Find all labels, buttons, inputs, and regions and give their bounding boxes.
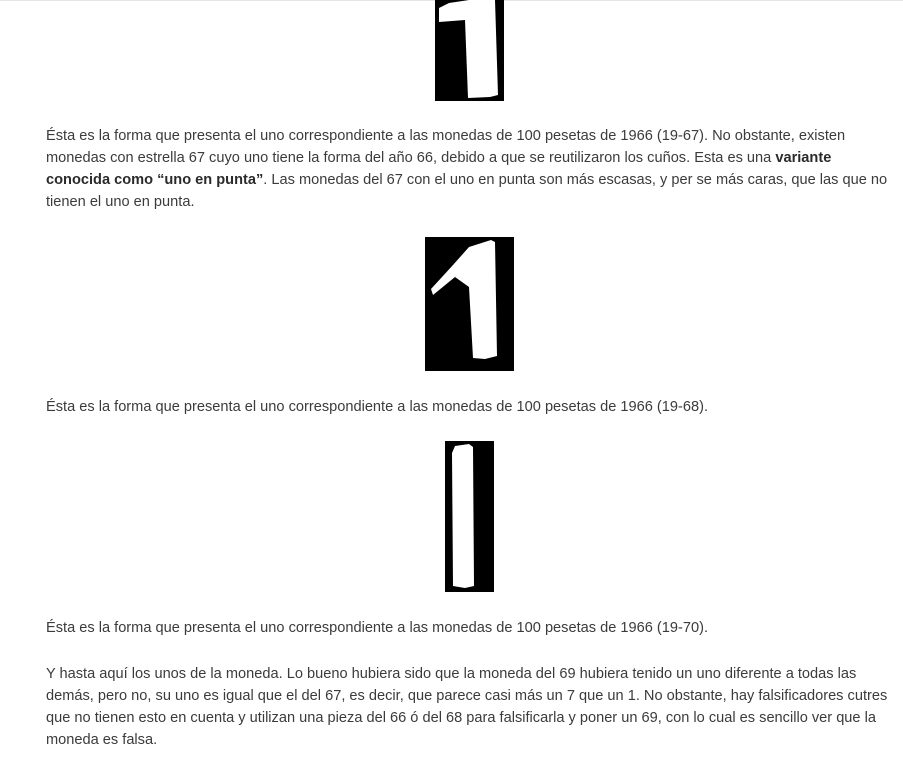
paragraph-1967-text-end: . Las monedas del 67 con el uno en punta son más escasas, y per se más caras, que las que no tienen el uno en punta. [46, 172, 888, 210]
paragraph-1967-text: Ésta es la forma que presenta el uno correspondiente a las monedas de 100 pesetas de 1966 (19-67). No obstante, existen monedas con estrella 67 cuyo uno tiene la forma del año 66, debido a que se reutilizaron los cuños. Esta es una [46, 128, 846, 166]
numeral-one-pointed-icon [425, 237, 514, 371]
paragraph-1968: Ésta es la forma que presenta el uno correspondiente a las monedas de 100 pesetas de 1966 (19-68). [46, 399, 709, 415]
digit-one-pointed-image [425, 237, 514, 371]
paragraph-conclusion: Y hasta aquí los unos de la moneda. Lo bueno hubiera sido que la moneda del 69 hubiera tenido un uno diferente a todas las demás, pero no, su uno es igual que el del 67, es decir, que parece casi más un 7 que un 1. No obstante, hay falsificadores cutres que no tienen esto en cuenta y utilizan una pieza del 66 ó del 68 para falsificarla y poner un 69, con lo cual es sencillo ver que la moneda es falsa. [46, 666, 888, 748]
numeral-one-straight-icon [445, 441, 494, 592]
paragraph-1970: Ésta es la forma que presenta el uno correspondiente a las monedas de 100 pesetas de 1966 (19-70). [46, 620, 709, 636]
digit-one-straight-image [445, 441, 494, 592]
variant-highlight: variante conocida como “uno en punta” [46, 150, 832, 188]
numeral-one-1967-icon [435, 0, 504, 101]
paragraph-1967 [46, 125, 894, 213]
digit-one-1967-image [435, 0, 504, 101]
